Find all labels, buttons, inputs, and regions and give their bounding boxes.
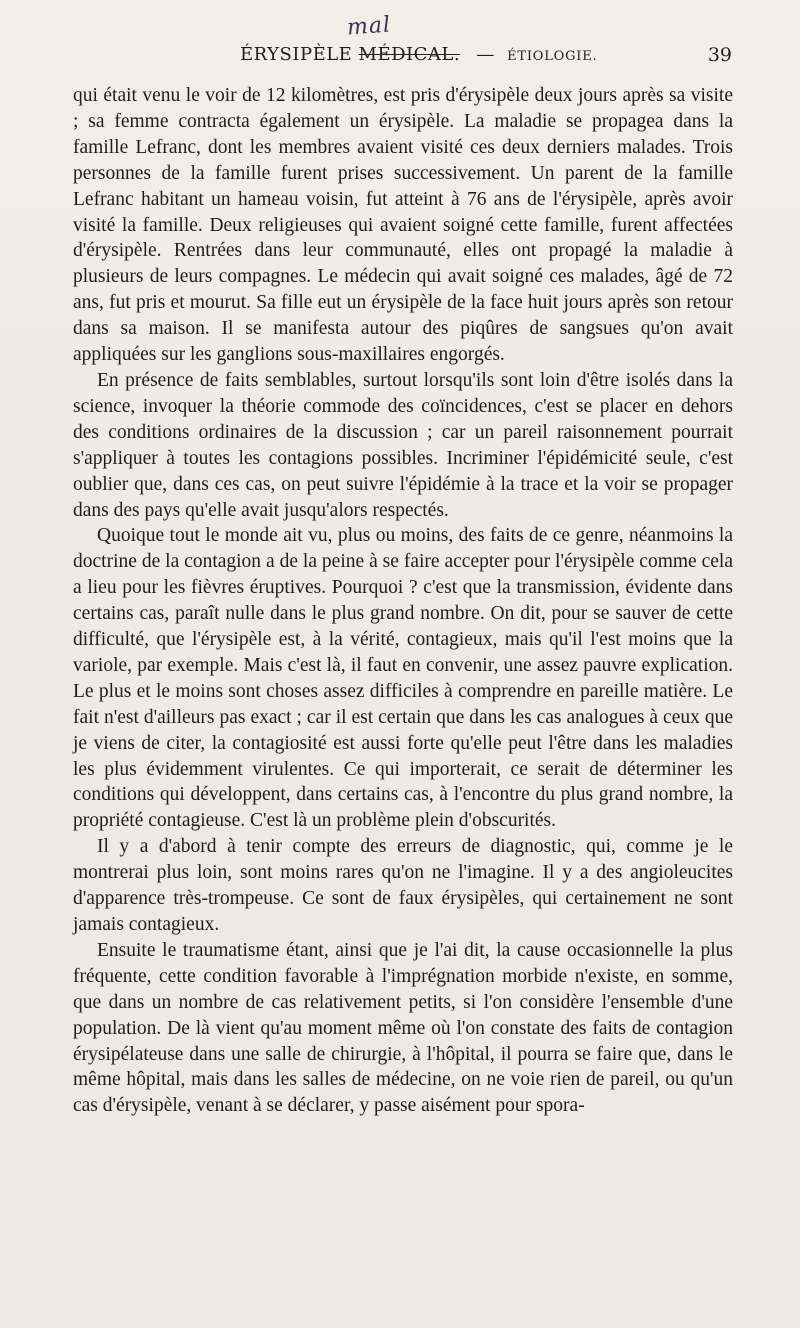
- paragraph: Quoique tout le monde ait vu, plus ou moins, des faits de ce genre, néanmoins la doctrine de la contagion a de la peine à se faire accepter pour l'érysipèle comme cela a lieu pour les fièvres éruptives. Pourquoi ? c'est que la transmission, évidente dans certains cas, paraît nulle dans le plus grand nombre. On dit, pour se sauver de cette difficulté, que l'érysipèle est, à la vérité, contagieux, mais qu'il l'est moins que la variole, par exemple. Mais c'est là, il faut en convenir, une assez pauvre explication. Le plus et le moins sont choses assez difficiles à comprendre en pareille matière. Le fait n'est d'ailleurs pas exact ; car il est certain que dans les cas analogues à ceux que je viens de citer, la contagiosité est aussi forte qu'elle peut l'être dans les maladies les plus évidemment virulentes. Ce qui importerait, ce serait de déterminer les conditions qui développent, dans certains cas, à l'encontre du plus grand nombre, la propriété contagieuse. C'est là un problème plein d'obscurités.: [73, 525, 733, 832]
- title-prefix: ÉRYSIPÈLE: [240, 44, 353, 65]
- body-text: [73, 83, 733, 1119]
- handwritten-annotation: mal: [346, 12, 392, 41]
- struck-word: MÉDICAL.: [358, 44, 461, 65]
- paragraph: Ensuite le traumatisme étant, ainsi que je l'ai dit, la cause occasionnelle la plus fréquente, cette condition favorable à l'imprégnation morbide n'existe, en somme, que dans un nombre de cas relativement petits, si l'on considère l'ensemble d'une population. De là vient qu'au moment même où l'on constate des faits de contagion érysipélateuse dans une salle de chirurgie, à l'hôpital, il pourra se faire que, dans le même hôpital, mais dans les salles de médecine, on ne voie rien de pareil, ou qu'un cas d'érysipèle, venant à se déclarer, y passe aisément pour spora-: [73, 939, 733, 1117]
- running-head: [0, 44, 800, 74]
- running-head-title: [240, 44, 597, 65]
- section-name: ÉTIOLOGIE.: [507, 49, 598, 64]
- paragraph: Il y a d'abord à tenir compte des erreurs de diagnostic, qui, comme je le montrerai plus loin, sont moins rares qu'on ne l'imagine. Il y a des angioleucites d'apparence très-trompeuse. Ce sont de faux érysipèles, qui certainement ne sont jamais contagieux.: [73, 836, 733, 935]
- paragraph: En présence de faits semblables, surtout lorsqu'ils sont loin d'être isolés dans la science, invoquer la théorie commode des coïncidences, c'est se placer en dehors des conditions ordinaires de la discussion ; car un pareil raisonnement pourrait s'appliquer à toutes les contagions possibles. Incriminer l'épidémicité seule, c'est oublier que, dans ces cas, on peut suivre l'épidémie à la trace et la voir se propager dans des pays qu'elle avait jusqu'alors respectés.: [73, 369, 733, 521]
- page-number: 39: [707, 44, 732, 66]
- paragraph-continued: qui était venu le voir de 12 kilomètres, est pris d'érysipèle deux jours après sa visite ; sa femme contracta également un érysipèle. La maladie se propagea dans la famille Lefranc, dont les membres avaient visité ces deux derniers malades. Trois personnes de la famille furent prises successivement. Un parent de la famille Lefranc habitant un hameau voisin, fut atteint à 76 ans de l'érysipèle, après avoir visité la famille. Deux religieuses qui avaient soigné cette famille, furent affectées d'érysipèle. Rentrées dans leur communauté, elles ont propagé la maladie à plusieurs de leurs compagnes. Le médecin qui avait soigné ces malades, âgé de 72 ans, fut pris et mourut. Sa fille eut un érysipèle de la face huit jours après son retour dans sa maison. Il se manifesta autour des piqûres de sangsues qu'on avait appliquées sur les ganglions sous-maxillaires engorgés.: [73, 85, 733, 366]
- header-separator: —: [476, 44, 495, 65]
